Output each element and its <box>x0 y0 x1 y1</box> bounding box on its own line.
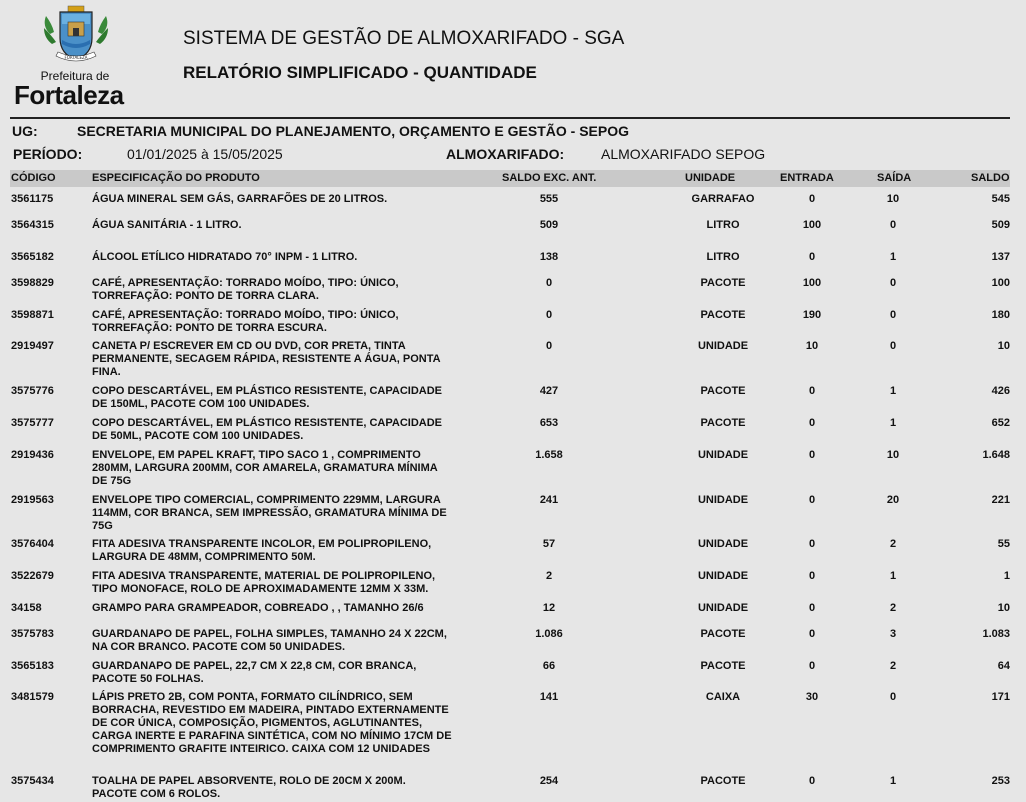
cell-entrada: 100 <box>802 277 822 289</box>
cell-saldo-ant: 1.086 <box>535 628 563 640</box>
cell-codigo: 34158 <box>11 602 42 614</box>
cell-unidade: PACOTE <box>700 660 746 672</box>
cell-saldo-ant: 1.658 <box>535 449 563 461</box>
cell-especificacao: TOALHA DE PAPEL ABSORVENTE, ROLO DE 20CM X 200M. PACOTE COM 6 ROLOS. <box>92 775 406 800</box>
cell-saldo-ant: 241 <box>539 494 559 506</box>
cell-saldo-ant: 2 <box>545 570 553 582</box>
cell-saida: 1 <box>889 417 897 429</box>
cell-unidade: PACOTE <box>700 775 746 787</box>
cell-especificacao: GUARDANAPO DE PAPEL, FOLHA SIMPLES, TAMANHO 24 X 22CM, NA COR BRANCO. PACOTE COM 50 UNIDADES. <box>92 628 447 653</box>
cell-unidade: PACOTE <box>700 417 746 429</box>
cell-especificacao: FITA ADESIVA TRANSPARENTE INCOLOR, EM POLIPROPILENO, LARGURA DE 48MM, COMPRIMENTO 50M. <box>92 538 432 563</box>
cell-saldo: 221 <box>991 494 1010 506</box>
cell-saldo: 55 <box>997 538 1010 550</box>
cell-saldo-ant: 57 <box>542 538 556 550</box>
cell-especificacao: GUARDANAPO DE PAPEL, 22,7 CM X 22,8 CM, COR BRANCA, PACOTE 50 FOLHAS. <box>92 660 417 685</box>
cell-saida: 10 <box>886 449 900 461</box>
cell-especificacao: ENVELOPE, EM PAPEL KRAFT, TIPO SACO 1 , COMPRIMENTO 280MM, LARGURA 200MM, COR AMARELA, GRAMATURA MÍNIMA DE 75G <box>92 449 438 487</box>
cell-especificacao: COPO DESCARTÁVEL, EM PLÁSTICO RESISTENTE, CAPACIDADE DE 50ML, PACOTE COM 100 UNIDADES. <box>92 417 442 442</box>
cell-saldo: 10 <box>997 340 1010 352</box>
cell-unidade: UNIDADE <box>697 602 749 614</box>
periodo-value: 01/01/2025 à 15/05/2025 <box>127 146 283 162</box>
cell-unidade: PACOTE <box>700 277 746 289</box>
header-saldo-ant: SALDO EXC. ANT. <box>502 172 597 184</box>
cell-entrada: 10 <box>805 340 819 352</box>
cell-saida: 0 <box>889 277 897 289</box>
almoxarifado-value: ALMOXARIFADO SEPOG <box>601 146 766 162</box>
cell-saida: 10 <box>886 193 900 205</box>
header-divider <box>10 117 1010 119</box>
cell-unidade: PACOTE <box>700 309 746 321</box>
cell-unidade: UNIDADE <box>697 494 749 506</box>
cell-entrada: 0 <box>808 602 816 614</box>
cell-codigo: 2919436 <box>11 449 54 461</box>
cell-especificacao: LÁPIS PRETO 2B, COM PONTA, FORMATO CILÍNDRICO, SEM BORRACHA, REVESTIDO EM MADEIRA, PINTADO EXTERNAMENTE DE COR ÚNICA, COMPOSIÇÃO, PIGMENTOS, AGLUTINANTES, CARGA INERTE E PARAFINA SINTÉTICA, COM NO MÍNIMO 17CM DE COMPRIMENTO GRAFITE INTEIRICO. CAIXA COM 12 UNIDADES <box>92 691 452 755</box>
cell-saida: 0 <box>889 219 897 231</box>
cell-codigo: 3565183 <box>11 660 54 672</box>
header-entrada: ENTRADA <box>780 172 834 184</box>
header-especificacao: ESPECIFICAÇÃO DO PRODUTO <box>92 172 260 184</box>
cell-saldo: 64 <box>997 660 1010 672</box>
cell-saida: 0 <box>889 309 897 321</box>
header-saida: SAÍDA <box>877 172 912 184</box>
cell-saida: 2 <box>889 660 897 672</box>
cell-codigo: 3575776 <box>11 385 54 397</box>
cell-unidade: UNIDADE <box>697 340 749 352</box>
cell-saida: 20 <box>886 494 900 506</box>
cell-entrada: 190 <box>802 309 822 321</box>
cell-entrada: 0 <box>808 449 816 461</box>
cell-saida: 2 <box>889 602 897 614</box>
cell-unidade: CAIXA <box>705 691 741 703</box>
cell-entrada: 0 <box>808 570 816 582</box>
cell-entrada: 100 <box>802 219 822 231</box>
cell-saldo: 100 <box>991 277 1010 289</box>
prefeitura-logo <box>10 4 142 110</box>
ug-value: SECRETARIA MUNICIPAL DO PLANEJAMENTO, ORÇAMENTO E GESTÃO - SEPOG <box>77 123 630 139</box>
cell-saldo: 426 <box>991 385 1010 397</box>
cell-especificacao: ÁLCOOL ETÍLICO HIDRATADO 70° INPM - 1 LITRO. <box>92 251 358 263</box>
cell-entrada: 0 <box>808 775 816 787</box>
logo-text: FORTALEZA <box>64 55 88 60</box>
cell-saldo-ant: 0 <box>545 340 553 352</box>
periodo-label: PERÍODO: <box>13 146 83 162</box>
cell-unidade: UNIDADE <box>697 570 749 582</box>
cell-especificacao: CAFÉ, APRESENTAÇÃO: TORRADO MOÍDO, TIPO: ÚNICO, TORREFAÇÃO: PONTO DE TORRA ESCURA. <box>92 309 399 334</box>
cell-saida: 1 <box>889 385 897 397</box>
cell-saida: 1 <box>889 570 897 582</box>
cell-saida: 1 <box>889 775 897 787</box>
cell-saida: 0 <box>889 340 897 352</box>
cell-unidade: GARRAFAO <box>691 193 755 205</box>
cell-saldo: 1.648 <box>982 449 1010 461</box>
cell-codigo: 3575783 <box>11 628 54 640</box>
cell-codigo: 3575434 <box>11 775 54 787</box>
cell-saldo: 180 <box>991 309 1010 321</box>
cell-entrada: 0 <box>808 193 816 205</box>
cell-saldo: 10 <box>997 602 1010 614</box>
cell-saida: 1 <box>889 251 897 263</box>
cell-especificacao: CAFÉ, APRESENTAÇÃO: TORRADO MOÍDO, TIPO: ÚNICO, TORREFAÇÃO: PONTO DE TORRA CLARA. <box>92 277 399 302</box>
cell-saldo-ant: 138 <box>539 251 559 263</box>
ug-label: UG: <box>12 123 38 139</box>
header-saldo: SALDO <box>971 172 1010 184</box>
cell-unidade: PACOTE <box>700 628 746 640</box>
cell-saldo-ant: 555 <box>539 193 559 205</box>
cell-entrada: 0 <box>808 494 816 506</box>
cell-saldo-ant: 509 <box>539 219 559 231</box>
header-unidade: UNIDADE <box>685 172 736 184</box>
cell-entrada: 0 <box>808 251 816 263</box>
cell-saida: 2 <box>889 538 897 550</box>
cell-saldo: 652 <box>991 417 1010 429</box>
cell-saldo: 1 <box>1003 570 1010 582</box>
cell-saida: 3 <box>889 628 897 640</box>
cell-codigo: 3598871 <box>11 309 54 321</box>
cell-entrada: 0 <box>808 660 816 672</box>
cell-saldo: 171 <box>991 691 1010 703</box>
cell-unidade: PACOTE <box>700 385 746 397</box>
cell-especificacao: CANETA P/ ESCREVER EM CD OU DVD, COR PRETA, TINTA PERMANENTE, SECAGEM RÁPIDA, RESISTENTE A ÁGUA, PONTA FINA. <box>92 340 441 378</box>
cell-saldo: 1.083 <box>982 628 1010 640</box>
cell-codigo: 3598829 <box>11 277 54 289</box>
cell-especificacao: GRAMPO PARA GRAMPEADOR, COBREADO , , TAMANHO 26/6 <box>92 602 424 614</box>
cell-saldo-ant: 254 <box>539 775 559 787</box>
cell-unidade: UNIDADE <box>697 449 749 461</box>
cell-unidade: LITRO <box>706 251 740 263</box>
cell-especificacao: COPO DESCARTÁVEL, EM PLÁSTICO RESISTENTE, CAPACIDADE DE 150ML, PACOTE COM 100 UNIDADES. <box>92 385 442 410</box>
cell-codigo: 3481579 <box>11 691 54 703</box>
cell-saldo-ant: 141 <box>539 691 559 703</box>
cell-saldo: 509 <box>991 219 1010 231</box>
cell-entrada: 30 <box>805 691 819 703</box>
cell-entrada: 0 <box>808 628 816 640</box>
header-codigo: CÓDIGO <box>11 172 56 184</box>
prefeitura-label: Prefeitura de <box>40 69 110 83</box>
cell-saldo-ant: 0 <box>545 309 553 321</box>
cell-saldo-ant: 653 <box>539 417 559 429</box>
cell-saida: 0 <box>889 691 897 703</box>
table-header <box>10 170 1010 187</box>
system-title: SISTEMA DE GESTÃO DE ALMOXARIFADO - SGA <box>183 28 625 49</box>
cell-codigo: 2919497 <box>11 340 54 352</box>
cell-saldo-ant: 12 <box>542 602 556 614</box>
cell-codigo: 2919563 <box>11 494 54 506</box>
cell-unidade: UNIDADE <box>697 538 749 550</box>
cell-entrada: 0 <box>808 417 816 429</box>
cell-codigo: 3575777 <box>11 417 54 429</box>
cell-saldo-ant: 427 <box>539 385 559 397</box>
cell-unidade: LITRO <box>706 219 740 231</box>
city-crest-icon <box>38 4 114 68</box>
city-label: Fortaleza <box>14 80 124 110</box>
cell-codigo: 3564315 <box>11 219 54 231</box>
cell-especificacao: ÁGUA MINERAL SEM GÁS, GARRAFÕES DE 20 LITROS. <box>92 193 388 205</box>
cell-codigo: 3522679 <box>11 570 54 582</box>
cell-especificacao: ENVELOPE TIPO COMERCIAL, COMPRIMENTO 229MM, LARGURA 114MM, COR BRANCA, SEM IMPRESSÃO, GRAMATURA MÍNIMA DE 75G <box>92 494 447 532</box>
cell-especificacao: ÁGUA SANITÁRIA - 1 LITRO. <box>92 219 242 231</box>
cell-saldo: 545 <box>991 193 1010 205</box>
cell-saldo: 137 <box>991 251 1010 263</box>
cell-saldo-ant: 0 <box>545 277 553 289</box>
report-title: RELATÓRIO SIMPLIFICADO - QUANTIDADE <box>183 63 537 82</box>
cell-especificacao: FITA ADESIVA TRANSPARENTE, MATERIAL DE POLIPROPILENO, TIPO MONOFACE, ROLO DE APROXIMADAMENTE 12MM X 33M. <box>92 570 436 595</box>
cell-saldo-ant: 66 <box>542 660 556 672</box>
cell-entrada: 0 <box>808 538 816 550</box>
cell-saldo: 253 <box>991 775 1010 787</box>
cell-codigo: 3561175 <box>11 193 54 205</box>
almoxarifado-label: ALMOXARIFADO: <box>446 146 565 162</box>
cell-entrada: 0 <box>808 385 816 397</box>
cell-codigo: 3576404 <box>11 538 54 550</box>
cell-codigo: 3565182 <box>11 251 54 263</box>
